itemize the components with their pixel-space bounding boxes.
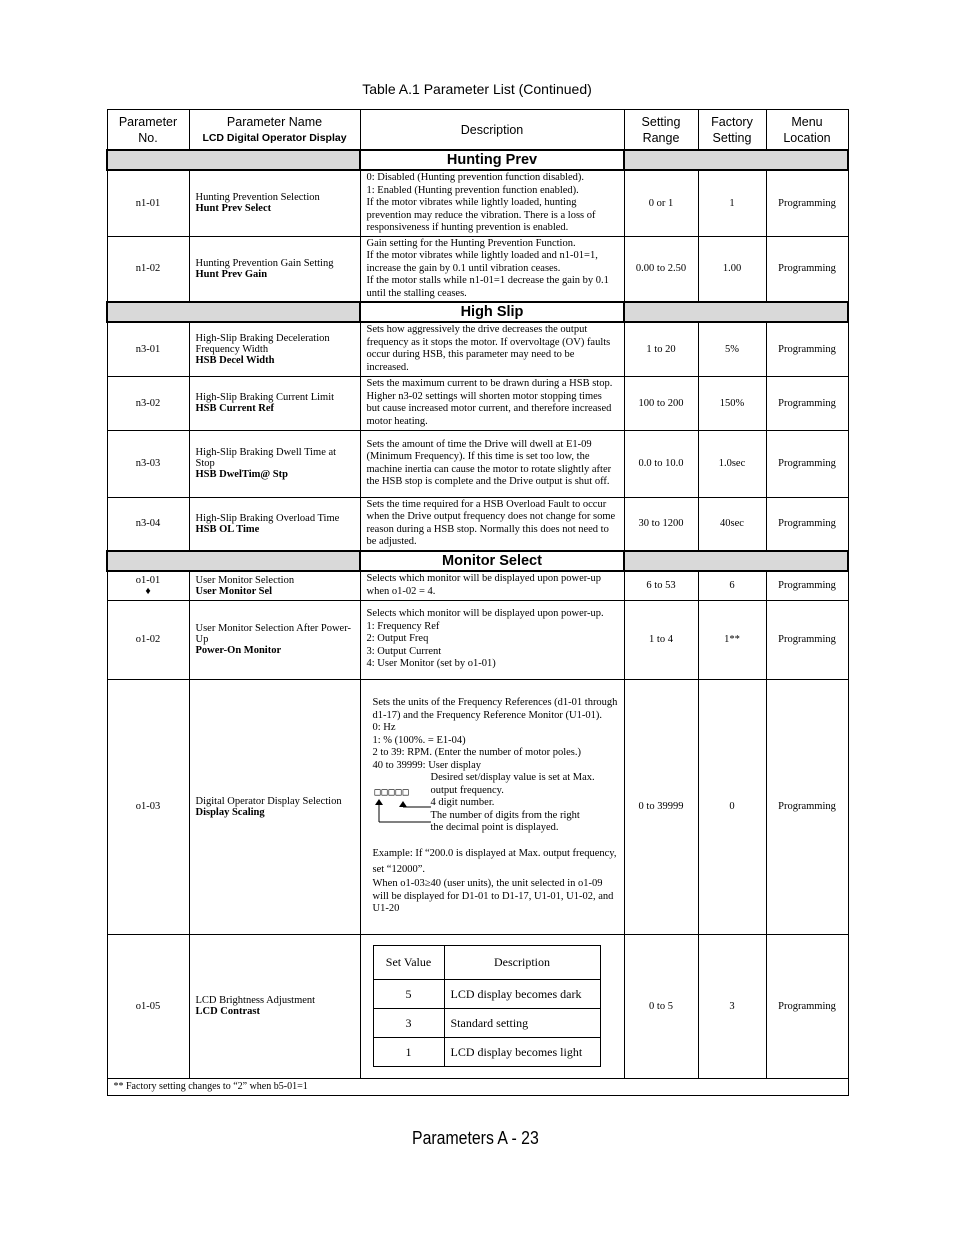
param-name-text: High-Slip Braking Deceleration Frequency Width xyxy=(195,332,330,355)
setting-range: 1 to 4 xyxy=(624,600,698,679)
header-param-name-sub: LCD Digital Operator Display xyxy=(202,131,347,144)
table-row xyxy=(107,600,848,679)
param-name xyxy=(189,600,360,679)
param-name-text: High-Slip Braking Current Limit xyxy=(195,392,335,403)
param-name xyxy=(189,934,360,1078)
section-title-monitor: Monitor Select xyxy=(360,551,624,571)
param-display-name: HSB Current Ref xyxy=(195,403,275,414)
desc-line: 2 to 39: RPM. (Enter the number of motor poles.) xyxy=(372,747,582,759)
param-name-text: High-Slip Braking Dwell Time at Stop xyxy=(195,447,337,469)
menu-location: Programming xyxy=(766,430,848,497)
setting-range: 100 to 200 xyxy=(624,376,698,430)
param-description: Sets how aggressively the drive decreases the output frequency as it stops the motor. If overvoltage (OV) faults occur during HSB, this parameter may need to be increased. xyxy=(360,322,624,376)
header-factory-setting: Factory Setting xyxy=(698,110,766,151)
param-name xyxy=(189,376,360,430)
header-description: Description xyxy=(360,110,624,151)
param-no: o1-03 xyxy=(107,679,189,934)
menu-location: Programming xyxy=(766,236,848,302)
desc-line: When o1-03≥40 (user units), the unit selected in o1-09 will be displayed for D1-01 to D1-17, U1-01, U1-02, and U1-20 xyxy=(372,878,614,915)
menu-location: Programming xyxy=(766,571,848,600)
scaling-notes xyxy=(431,772,621,835)
param-no: o1-02 xyxy=(107,600,189,679)
setting-range: 0.00 to 2.50 xyxy=(624,236,698,302)
factory-setting: 5% xyxy=(698,322,766,376)
contrast-row xyxy=(373,980,600,1009)
param-no-text: o1-01 xyxy=(135,574,161,586)
setting-range: 0 to 39999 xyxy=(624,679,698,934)
contrast-value: 5 xyxy=(373,980,444,1009)
factory-setting: 0 xyxy=(698,679,766,934)
factory-setting: 1.0sec xyxy=(698,430,766,497)
param-name xyxy=(189,497,360,551)
param-no: n3-03 xyxy=(107,430,189,497)
factory-setting: 1.00 xyxy=(698,236,766,302)
param-name-text: Hunting Prevention Selection xyxy=(195,192,320,204)
menu-location: Programming xyxy=(766,679,848,934)
desc-line: Selects which monitor will be displayed upon power-up. xyxy=(366,608,604,620)
param-description: Selects which monitor will be displayed upon power-up when o1-02 = 4. xyxy=(360,571,624,600)
section-fill xyxy=(107,551,360,571)
setting-range: 0.0 to 10.0 xyxy=(624,430,698,497)
setting-range: 6 to 53 xyxy=(624,571,698,600)
table-row xyxy=(107,236,848,302)
contrast-desc: Standard setting xyxy=(444,1009,600,1038)
scaling-note: 4 digit number. xyxy=(430,797,495,809)
contrast-value: 3 xyxy=(373,1009,444,1038)
setting-range: 1 to 20 xyxy=(624,322,698,376)
param-display-name: Hunt Prev Select xyxy=(195,203,272,215)
factory-setting: 3 xyxy=(698,934,766,1078)
footnote-row xyxy=(107,1078,848,1095)
table-row xyxy=(107,571,848,600)
table-row xyxy=(107,376,848,430)
section-title-hunting: Hunting Prev xyxy=(360,150,624,170)
digit-boxes: □□□□□ xyxy=(374,787,410,799)
desc-line: 1: Frequency Ref xyxy=(366,620,440,632)
table-row xyxy=(107,679,848,934)
param-name xyxy=(189,236,360,302)
contrast-header-desc: Description xyxy=(444,946,600,980)
scaling-diagram xyxy=(373,772,618,834)
desc-line: Gain setting for the Hunting Prevention Function. xyxy=(366,237,576,249)
scaling-note: The number of digits from the right the decimal point is displayed. xyxy=(430,809,580,834)
menu-location: Programming xyxy=(766,497,848,551)
param-name xyxy=(189,430,360,497)
desc-line: 4: User Monitor (set by o1-01) xyxy=(366,658,496,670)
header-param-name-label: Parameter Name xyxy=(226,114,323,129)
section-fill xyxy=(107,150,360,170)
param-no: o1-05 xyxy=(107,934,189,1078)
contrast-desc: LCD display becomes light xyxy=(444,1038,600,1067)
table-row xyxy=(107,430,848,497)
param-display-name: HSB Decel Width xyxy=(195,354,275,366)
header-setting-range: Setting Range xyxy=(624,110,698,151)
param-name xyxy=(189,322,360,376)
section-row-highslip xyxy=(107,302,848,322)
desc-line: If the motor vibrates while lightly loaded and n1-01=1, increase the gain by 0.1 until vibration ceases. xyxy=(366,250,598,274)
param-name-text: High-Slip Braking Overload Time xyxy=(195,512,340,524)
scaling-arrows-icon xyxy=(373,772,433,834)
param-description: Sets the amount of time the Drive will dwell at E1-09 (Minimum Frequency). If this time is set too low, the machine inertia can cause the motor to rotate slightly after the HSB stop is complete and the Drive output is shut off. xyxy=(360,430,624,497)
param-no: n3-04 xyxy=(107,497,189,551)
desc-line: 1: Enabled (Hunting prevention function enabled). xyxy=(366,184,579,196)
section-title-highslip: High Slip xyxy=(360,302,624,322)
param-display-name: Hunt Prev Gain xyxy=(195,268,268,280)
desc-line: 0: Disabled (Hunting prevention function disabled). xyxy=(366,172,585,183)
desc-line: If the motor vibrates while lightly loaded, hunting prevention may reduce the vibration. There is a loss of responsiveness if hunting prevention is enabled. xyxy=(366,197,596,233)
param-no: n1-02 xyxy=(107,236,189,302)
contrast-header-row xyxy=(373,946,600,980)
param-display-name: Display Scaling xyxy=(195,806,265,818)
desc-line: 3: Output Current xyxy=(366,645,442,657)
param-display-name: User Monitor Sel xyxy=(195,585,273,597)
parameter-table xyxy=(106,109,849,1096)
param-description xyxy=(360,679,624,934)
desc-line: Example: If “200.0 is displayed at Max. output frequency, set “12000”. xyxy=(372,848,617,876)
param-display-name: HSB DwelTim@ Stp xyxy=(195,469,288,480)
section-fill xyxy=(624,150,848,170)
factory-setting: 40sec xyxy=(698,497,766,551)
table-row xyxy=(107,322,848,376)
footnote: ** Factory setting changes to “2” when b5-01=1 xyxy=(107,1078,848,1095)
section-row-monitor xyxy=(107,551,848,571)
desc-line: Sets the units of the Frequency References (d1-01 through d1-17) and the Frequency Reference Monitor (U1-01). xyxy=(372,697,618,721)
table-header-row xyxy=(107,110,848,151)
param-description xyxy=(360,170,624,236)
param-no: n1-01 xyxy=(107,170,189,236)
header-menu-location: Menu Location xyxy=(766,110,848,151)
setting-range: 0 or 1 xyxy=(624,170,698,236)
table-caption: Table A.1 Parameter List (Continued) xyxy=(362,81,592,97)
page-footer: Parameters A - 23 xyxy=(412,1128,539,1148)
param-display-name: Power-On Monitor xyxy=(195,645,282,656)
desc-line: 0: Hz xyxy=(372,722,396,734)
param-description xyxy=(360,600,624,679)
param-name xyxy=(189,679,360,934)
param-description xyxy=(360,934,624,1078)
factory-setting: 150% xyxy=(698,376,766,430)
param-name-text: LCD Brightness Adjustment xyxy=(195,995,316,1006)
section-fill xyxy=(624,551,848,571)
factory-setting: 6 xyxy=(698,571,766,600)
param-no: n3-02 xyxy=(107,376,189,430)
table-row xyxy=(107,497,848,551)
desc-line: 2: Output Freq xyxy=(366,633,429,645)
desc-line: 1: % (100%. = E1-04) xyxy=(372,734,466,746)
contrast-desc: LCD display becomes dark xyxy=(444,980,600,1009)
contrast-table xyxy=(373,945,601,1067)
desc-line: If the motor stalls while n1-01=1 decrease the gain by 0.1 until the stalling ceases. xyxy=(366,275,609,299)
param-display-name: HSB OL Time xyxy=(195,523,260,535)
contrast-row xyxy=(373,1038,600,1067)
param-name xyxy=(189,571,360,600)
param-no: n3-01 xyxy=(107,322,189,376)
scaling-note: Desired set/display value is set at Max. output frequency. xyxy=(430,772,595,796)
param-name xyxy=(189,170,360,236)
section-row-hunting xyxy=(107,150,848,170)
menu-location: Programming xyxy=(766,170,848,236)
menu-location: Programming xyxy=(766,934,848,1078)
diamond-icon: ♦ xyxy=(145,585,151,597)
param-description: Sets the maximum current to be drawn during a HSB stop. Higher n3-02 settings will shorten motor stopping times but cause increased motor current, and therefore increased motor heating. xyxy=(360,376,624,430)
param-name-text: User Monitor Selection xyxy=(195,574,295,586)
param-display-name: LCD Contrast xyxy=(195,1006,260,1017)
param-name-text: Digital Operator Display Selection xyxy=(195,795,342,807)
section-fill xyxy=(624,302,848,322)
table-row xyxy=(107,170,848,236)
param-no xyxy=(107,571,189,600)
menu-location: Programming xyxy=(766,376,848,430)
contrast-row xyxy=(373,1009,600,1038)
param-name-text: User Monitor Selection After Power-Up xyxy=(195,623,352,645)
contrast-header-set: Set Value xyxy=(373,946,444,980)
param-description xyxy=(360,236,624,302)
header-param-name xyxy=(189,110,360,151)
section-fill xyxy=(107,302,360,322)
header-param-no: Parameter No. xyxy=(107,110,189,151)
menu-location: Programming xyxy=(766,600,848,679)
setting-range: 30 to 1200 xyxy=(624,497,698,551)
contrast-value: 1 xyxy=(373,1038,444,1067)
param-name-text: Hunting Prevention Gain Setting xyxy=(195,257,334,269)
setting-range: 0 to 5 xyxy=(624,934,698,1078)
factory-setting: 1** xyxy=(698,600,766,679)
factory-setting: 1 xyxy=(698,170,766,236)
table-row xyxy=(107,934,848,1078)
param-description: Sets the time required for a HSB Overload Fault to occur when the Drive output frequency does not change for some reason during a HSB stop. Normally this does not need to be adjusted. xyxy=(360,497,624,551)
menu-location: Programming xyxy=(766,322,848,376)
desc-line: 40 to 39999: User display xyxy=(372,759,481,771)
